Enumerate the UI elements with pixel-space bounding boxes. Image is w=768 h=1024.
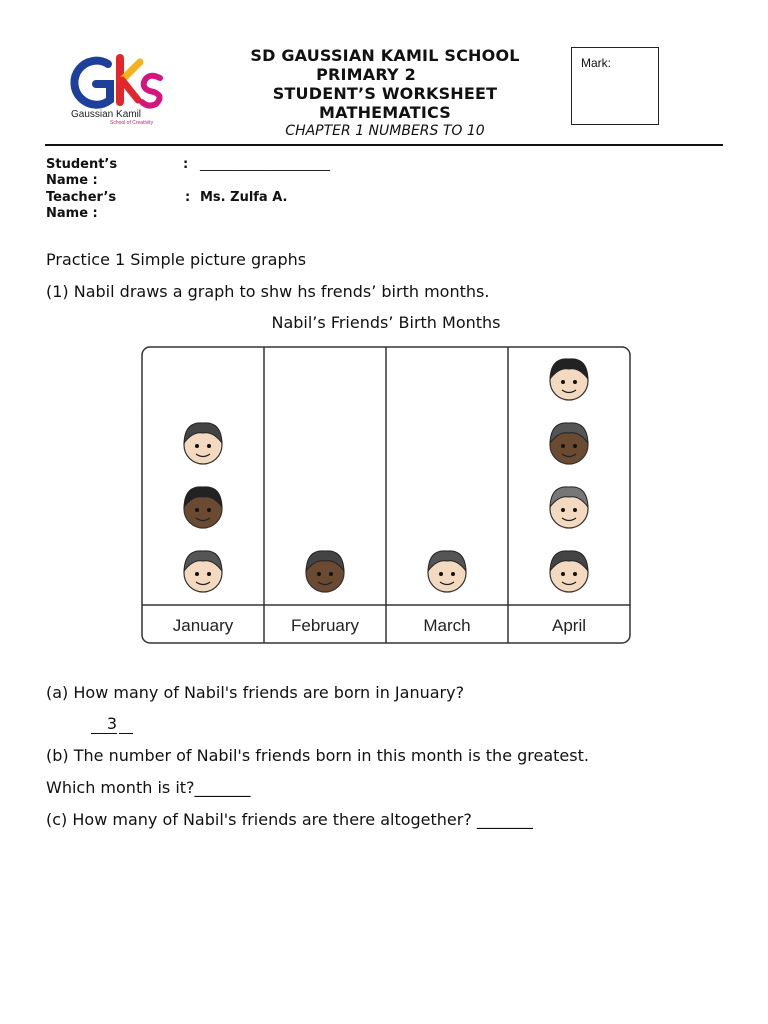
picture-graph [140,345,634,651]
friend-face-icon [184,487,222,528]
friend-face-icon [550,423,588,464]
practice-title: Practice 1 Simple picture graphs [46,250,307,269]
teacher-name-value: Ms. Zulfa A. [200,190,288,205]
friend-face-icon [550,551,588,592]
question-a: (a) How many of Nabil's friends are born in January? [46,683,465,702]
grade-label: PRIMARY 2 [316,65,416,84]
teacher-colon: : [185,190,191,205]
mark-label: Mark: [581,56,611,70]
category-label: April [551,616,587,635]
school-name: SD GAUSSIAN KAMIL SCHOOL [250,46,520,65]
student-name-field[interactable]: ____________________ [200,157,330,172]
friend-face-icon [428,551,466,592]
student-label-line1: Student’s [46,157,118,172]
friend-face-icon [550,359,588,400]
category-label: March [423,616,471,635]
category-label: February [290,616,360,635]
chart-title: Nabil’s Friends’ Birth Months [271,313,501,332]
worksheet-label: STUDENT’S WORKSHEET [272,84,498,103]
header-title-block [200,46,570,140]
answer-a-value: 3 [91,714,117,734]
teacher-label-line2: Name : [46,206,98,221]
logo-name: Gaussian Kamil [71,109,142,120]
friend-face-icon [306,551,344,592]
answer-a-field[interactable] [91,714,133,734]
friend-face-icon [184,423,222,464]
answer-a-underline [119,714,133,734]
logo-tagline: School of Creativity [110,120,154,126]
subject-label: MATHEMATICS [319,103,451,122]
friend-face-icon [184,551,222,592]
teacher-label-line1: Teacher’s [46,190,117,205]
question-b-line1: (b) The number of Nabil's friends born in this month is the greatest. [46,746,589,765]
question-intro: (1) Nabil draws a graph to shw hs frends’ birth months. [46,282,490,301]
student-label-line2: Name : [46,173,98,188]
school-logo [68,52,168,130]
picture-graph-svg [140,345,634,647]
header-divider [45,144,723,146]
student-colon: : [183,157,189,172]
question-b-line2[interactable]: Which month is it?_______ [46,778,251,797]
chapter-label: CHAPTER 1 NUMBERS TO 10 [285,123,485,139]
category-label: January [172,616,234,635]
question-c [46,810,533,830]
mark-box[interactable] [571,47,659,125]
question-c-text: (c) How many of Nabil's friends are there altogether? [46,810,472,829]
friend-face-icon [550,487,588,528]
answer-c-field[interactable]: _______ [476,810,533,829]
